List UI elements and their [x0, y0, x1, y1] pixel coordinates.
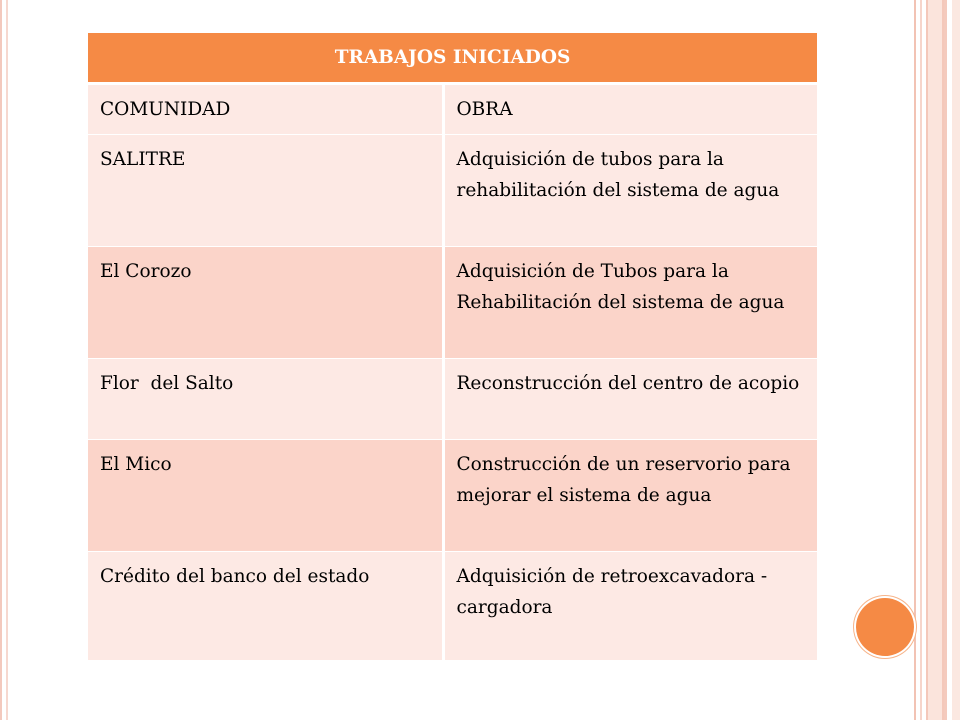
cell-comunidad: El Mico	[88, 440, 443, 552]
left-border-decoration	[0, 0, 8, 720]
table-title-row	[88, 33, 819, 84]
table-title: TRABAJOS INICIADOS	[88, 33, 819, 84]
table-row	[88, 440, 819, 552]
right-border-decoration	[914, 0, 960, 720]
cell-comunidad: Flor del Salto	[88, 359, 443, 440]
cell-obra: Adquisición de tubos para la rehabilitación del sistema de agua	[443, 135, 819, 247]
cell-comunidad: Crédito del banco del estado	[88, 552, 443, 661]
header-obra: OBRA	[443, 84, 819, 135]
cell-comunidad: SALITRE	[88, 135, 443, 247]
cell-comunidad: El Corozo	[88, 247, 443, 359]
cell-obra: Adquisición de retroexcavadora - cargadora	[443, 552, 819, 661]
table-row	[88, 359, 819, 440]
decorative-circle	[856, 598, 914, 656]
border-stripe	[914, 0, 916, 720]
header-comunidad: COMUNIDAD	[88, 84, 443, 135]
works-table	[88, 33, 820, 661]
cell-obra: Reconstrucción del centro de acopio	[443, 359, 819, 440]
border-stripe	[944, 0, 947, 720]
cell-obra: Adquisición de Tubos para la Rehabilitación del sistema de agua	[443, 247, 819, 359]
table-row	[88, 135, 819, 247]
table-row	[88, 552, 819, 661]
border-stripe	[952, 0, 960, 720]
cell-obra: Construcción de un reservorio para mejorar el sistema de agua	[443, 440, 819, 552]
border-stripe	[926, 0, 944, 720]
border-stripe	[920, 0, 922, 720]
table-header-row	[88, 84, 819, 135]
table-row	[88, 247, 819, 359]
